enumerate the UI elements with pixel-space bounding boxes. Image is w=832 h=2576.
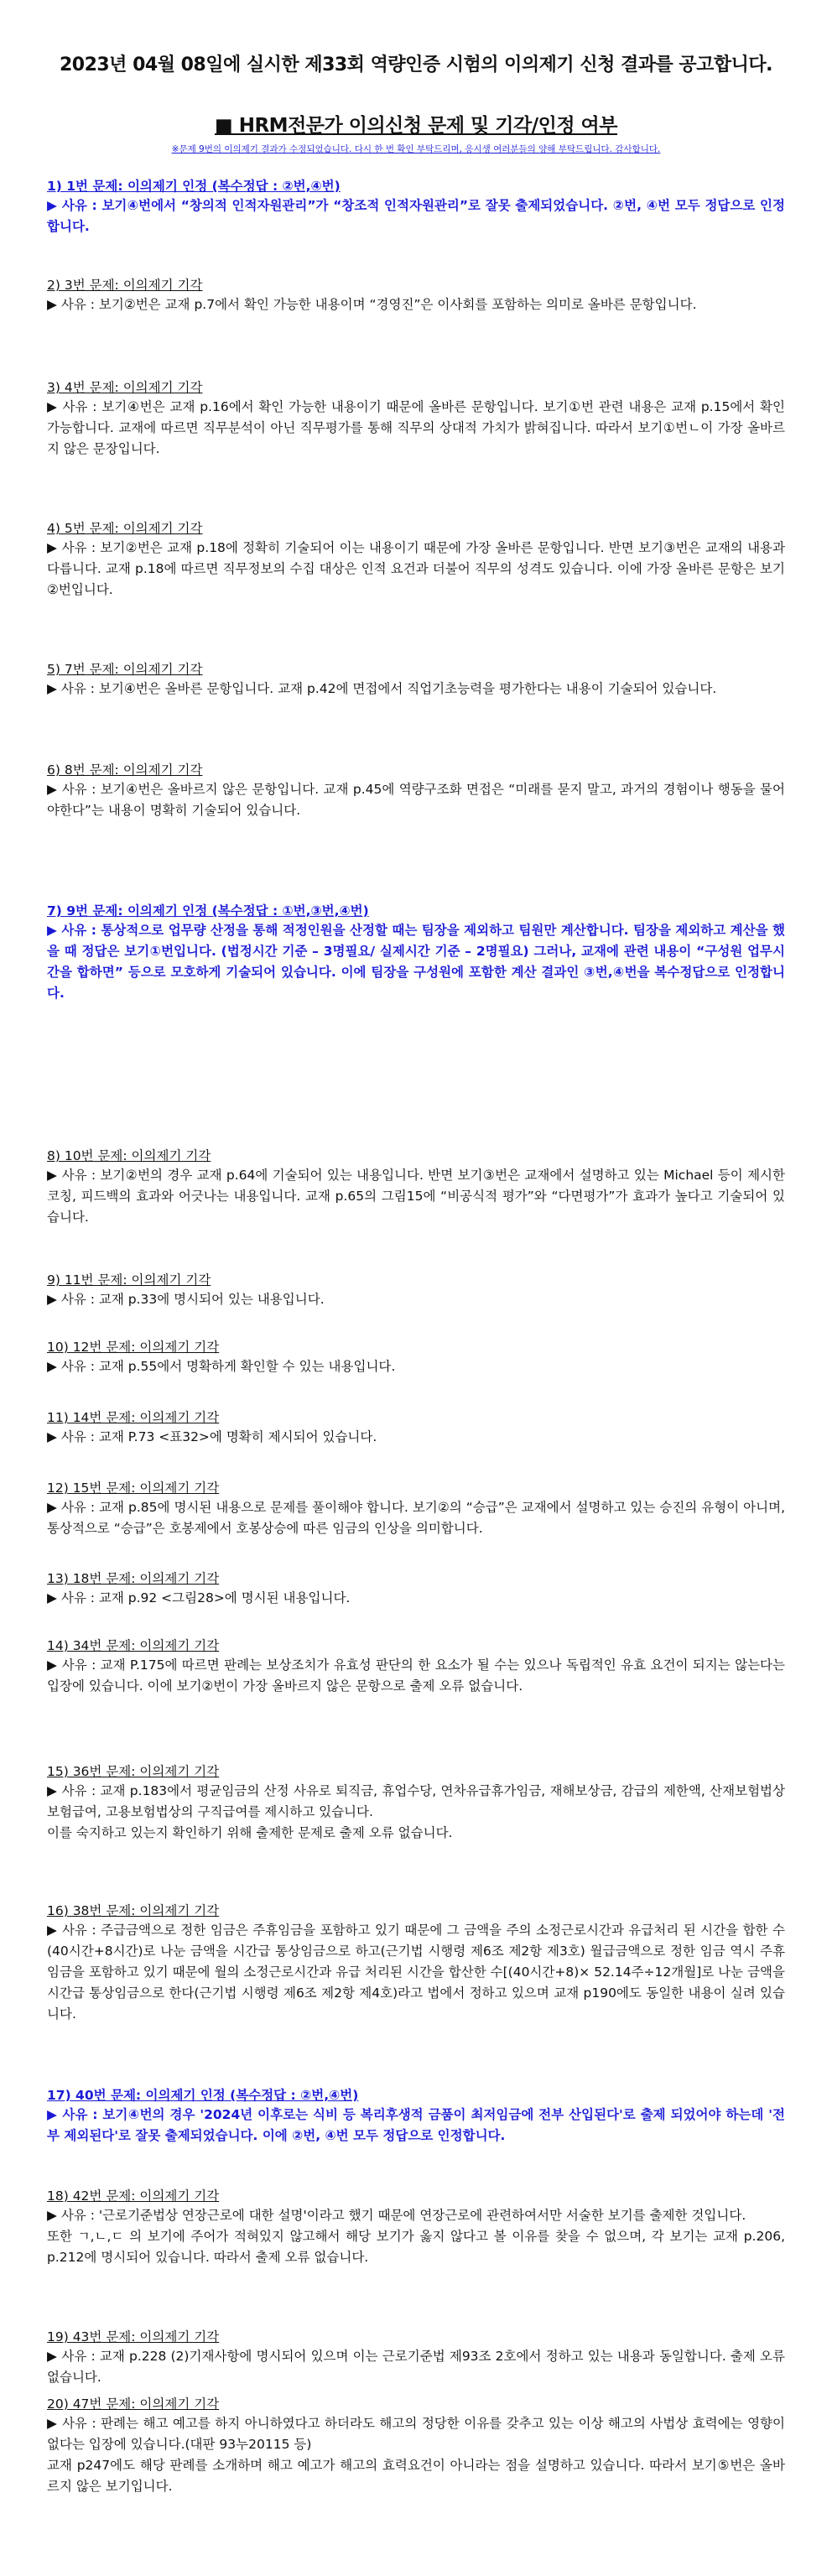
objection-item-reason: ▶ 사유 : 교재 P.175에 따르면 판례는 보상조치가 유효성 판단의 한 요소가 될 수는 있으나 독립적인 유효 요건이 되지는 않는다는 입장에 있습니다. 이에 보기②번이 가장 올바르지 않은 문항으로 출제 오류 없습니다. — [47, 1657, 785, 1694]
objection-item-title: 11) 14번 문제: 이의제기 기각 — [47, 1410, 220, 1425]
objection-item-title: 9) 11번 문제: 이의제기 기각 — [47, 1272, 211, 1288]
objection-item-reason: ▶ 사유 : 보기④번은 교재 p.16에서 확인 가능한 내용이기 때문에 올바른 문항입니다. 보기①번 관련 내용은 교재 p.15에서 확인 가능합니다. 교재에 따르면 직무분석이 아닌 직무평가를 통해 직무의 상대적 가치가 밝혀집니다. 따라서 보기①번ㄴ이 가장 올바르지 않은 문장입니다. — [47, 399, 785, 456]
objection-item-title: 1) 1번 문제: 이의제기 인정 (복수정답 : ②번,④번) — [47, 179, 341, 194]
objection-item — [47, 1479, 785, 1539]
objection-item — [47, 1147, 785, 1228]
objection-item-title: 3) 4번 문제: 이의제기 기각 — [47, 380, 203, 395]
objection-item — [47, 2328, 785, 2388]
objection-item-reason: ▶ 사유 : 주급금액으로 정한 임금은 주휴임금을 포함하고 있기 때문에 그 금액을 주의 소정근로시간과 유급처리 된 시간을 합한 수(40시간+8시간)로 나눈 금액을 시간급 통상임금으로 하고(근기법 시행령 제6조 제2항 제3호) 월급금액으로 정한 임금 역시 주휴임금을 포함하고 있기 때문에 월의 소정근로시간과 유급 처리된 시간을 합산한 수[(40시간+8)× 52.14주÷12개월]로 나눈 금액을 시간급 통상임금으로 한다(근기법 시행령 제6조 제2항 제4호)라고 법에서 정하고 있으며 교재 p190에도 동일한 내용이 실려 있습니다. — [47, 1923, 785, 2022]
objection-item-title: 20) 47번 문제: 이의제기 기각 — [47, 2396, 220, 2412]
page-title: 2023년 04월 08일에 실시한 제33회 역량인증 시험의 이의제기 신청 결과를 공고합니다. — [59, 55, 773, 75]
objection-item — [47, 1762, 785, 1844]
objection-item-reason: ▶ 사유 : 보기②번의 경우 교재 p.64에 기술되어 있는 내용입니다. 반면 보기③번은 교재에서 설명하고 있는 Michael 등이 제시한 코칭, 피드백의 효과와 어긋나는 내용입니다. 교재 p.65의 그림15에 “비공식적 평가”와 “다면평가”가 효과가 높다고 기술되어 있습니다. — [47, 1168, 785, 1225]
objection-item — [47, 1902, 785, 2025]
objection-item-reason: ▶ 사유 : 보기②번은 교재 p.7에서 확인 가능한 내용이며 “경영진”은 이사회를 포함하는 의미로 올바른 문항입니다. — [47, 297, 697, 312]
objection-item — [47, 761, 785, 821]
objection-item — [47, 660, 785, 700]
objection-item-title: 19) 43번 문제: 이의제기 기각 — [47, 2329, 220, 2344]
objection-item-reason: ▶ 사유 : 교재 p.33에 명시되어 있는 내용입니다. — [47, 1292, 325, 1307]
objection-item-reason: ▶ 사유 : 통상적으로 업무량 산정을 통해 적정인원을 산정할 때는 팀장을 제외하고 팀원만 계산합니다. 팀장을 제외하고 계산을 했을 때 정답은 보기①번입니다. (법정시간 기준 – 3명필요/ 실제시간 기준 – 2명필요) 그러나, 교재에 관련 내용이 “구성원 업무시간을 합하면” 등으로 모호하게 기술되어 있습니다. 이에 팀장을 구성원에 포함한 계산 결과인 ③번,④번을 복수정답으로 인정합니다. — [47, 923, 785, 1001]
objection-item-reason: ▶ 사유 : 교재 p.85에 명시된 내용으로 문제를 풀이해야 합니다. 보기②의 “승급”은 교재에서 설명하고 있는 승진의 유형이 아니며, 통상적으로 “승급”은 호봉제에서 호봉상승에 따른 임금의 인상을 의미합니다. — [47, 1500, 785, 1536]
objection-item-reason: ▶ 사유 : 교재 p.55에서 명확하게 확인할 수 있는 내용입니다. — [47, 1359, 396, 1374]
objection-item — [47, 1569, 785, 1609]
objection-item-reason: ▶ 사유 : 교재 p.92 <그림28>에 명시된 내용입니다. — [47, 1590, 351, 1605]
objection-item-title: 12) 15번 문제: 이의제기 기각 — [47, 1481, 220, 1496]
objection-item-title: 10) 12번 문제: 이의제기 기각 — [47, 1340, 220, 1355]
objection-item — [47, 2395, 785, 2497]
objection-item-title: 5) 7번 문제: 이의제기 기각 — [47, 662, 203, 677]
objection-item — [47, 519, 785, 601]
objection-item-reason: ▶ 사유 : 보기④번은 올바르지 않은 문항입니다. 교재 p.45에 역량구조화 면접은 “미래를 묻지 말고, 과거의 경험이나 행동을 물어야한다”는 내용이 명확히 기술되어 있습니다. — [47, 782, 785, 818]
objection-item — [47, 1338, 785, 1377]
objection-item-title: 13) 18번 문제: 이의제기 기각 — [47, 1571, 220, 1586]
objection-item-title: 18) 42번 문제: 이의제기 기각 — [47, 2188, 220, 2204]
objection-item-title: 6) 8번 문제: 이의제기 기각 — [47, 762, 203, 778]
objection-item-title: 15) 36번 문제: 이의제기 기각 — [47, 1764, 220, 1779]
objection-item-reason: ▶ 사유 : 보기④번의 경우 '2024년 이후로는 식비 등 복리후생적 금품이 최저임금에 전부 산입된다'로 출제 되었어야 하는데 '전부 제외된다'로 잘못 출제되었습니다. 이에 ②번, ④번 모두 정답으로 인정합니다. — [47, 2107, 785, 2143]
objection-item — [47, 276, 785, 315]
objection-item-title: 8) 10번 문제: 이의제기 기각 — [47, 1148, 211, 1163]
objection-item-reason: ▶ 사유 : 교재 P.73 <표32>에 명확히 제시되어 있습니다. — [47, 1429, 377, 1444]
objection-item — [47, 1408, 785, 1448]
objection-item-title: 17) 40번 문제: 이의제기 인정 (복수정답 : ②번,④번) — [47, 2088, 359, 2103]
objection-item-title: 16) 38번 문제: 이의제기 기각 — [47, 1903, 220, 1918]
objection-item — [47, 177, 785, 237]
objection-item-reason: ▶ 사유 : 보기②번은 교재 p.18에 정확히 기술되어 이는 내용이기 때문에 가장 올바른 문항입니다. 반면 보기③번은 교재의 내용과 다릅니다. 교재 p.18에 따르면 직무정보의 수집 대상은 인적 요건과 더불어 직무의 성격도 있습니다. 이에 가장 올바른 문항은 보기②번입니다. — [47, 540, 785, 597]
objection-item — [47, 2086, 785, 2147]
objection-item-reason: ▶ 사유 : 판례는 해고 예고를 하지 아니하였다고 하더라도 해고의 정당한 이유를 갖추고 있는 이상 해고의 사법상 효력에는 영향이 없다는 입장에 있습니다.(대판 93누20115 등) 교재 p247에도 해당 판례를 소개하며 해고 예고가 해고의 효력요건이 아니라는 점을 설명하고 있습니다. 따라서 보기⑤번은 올바르지 않은 보기입니다. — [47, 2416, 785, 2494]
objection-item — [47, 378, 785, 460]
objection-item-title: 7) 9번 문제: 이의제기 인정 (복수정답 : ①번,③번,④번) — [47, 903, 369, 919]
objection-item — [47, 2187, 785, 2268]
objection-item-title: 4) 5번 문제: 이의제기 기각 — [47, 521, 203, 536]
section-title: ■ HRM전문가 이의신청 문제 및 기각/인정 여부 — [214, 115, 617, 137]
objection-item — [47, 902, 785, 1004]
objection-item-title: 14) 34번 문제: 이의제기 기각 — [47, 1638, 220, 1653]
objection-item — [47, 1271, 785, 1310]
revision-notice: ※문제 9번의 이의제기 결과가 수정되었습니다. 다시 한 번 확인 부탁드리며, 응시생 여러분들의 양해 부탁드립니다. 감사합니다. — [171, 144, 661, 154]
objection-item-reason: ▶ 사유 : 교재 p.228 (2)기재사항에 명시되어 있으며 이는 근로기준법 제93조 2호에서 정하고 있는 내용과 동일합니다. 출제 오류 없습니다. — [47, 2349, 785, 2385]
objection-item-reason: ▶ 사유 : 보기④번에서 “창의적 인적자원관리”가 “창조적 인적자원관리”로 잘못 출제되었습니다. ②번, ④번 모두 정답으로 인정합니다. — [47, 198, 785, 234]
objection-item-title: 2) 3번 문제: 이의제기 기각 — [47, 278, 203, 293]
objection-item-reason: ▶ 사유 : '근로기준법상 연장근로에 대한 설명'이라고 했기 때문에 연장근로에 관련하여서만 서술한 보기를 출제한 것입니다. 또한 ㄱ,ㄴ,ㄷ 의 보기에 주어가 적혀있지 않고해서 해당 보기가 옳지 않다고 볼 이유를 찾을 수 없으며, 각 보기는 교재 p.206, p.212에 명시되어 있습니다. 따라서 출제 오류 없습니다. — [47, 2208, 785, 2265]
objection-item — [47, 1637, 785, 1697]
objection-item-reason: ▶ 사유 : 보기④번은 올바른 문항입니다. 교재 p.42에 면접에서 직업기초능력을 평가한다는 내용이 기술되어 있습니다. — [47, 681, 717, 696]
objection-item-reason: ▶ 사유 : 교재 p.183에서 평균임금의 산정 사유로 퇴직금, 휴업수당, 연차유급휴가임금, 재해보상금, 감급의 제한액, 산재보험법상 보험급여, 고용보험법상의 구직급여를 제시하고 있습니다. 이를 숙지하고 있는지 확인하기 위해 출제한 문제로 출제 오류 없습니다. — [47, 1783, 785, 1840]
